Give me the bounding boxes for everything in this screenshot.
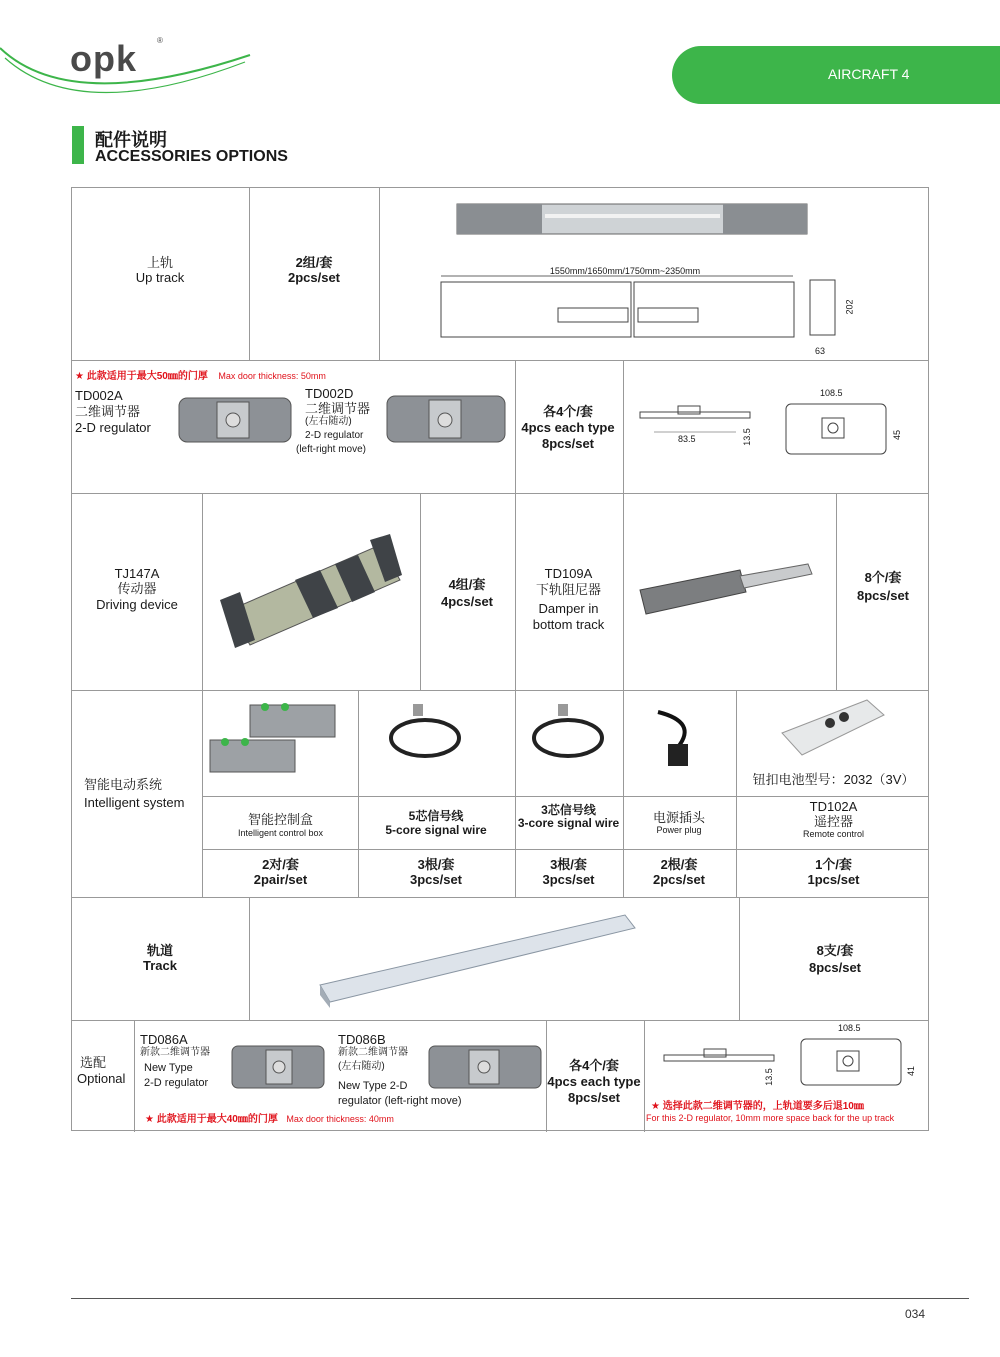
optional-warning-en: For this 2-D regulator, 10mm more space back for the up track: [646, 1113, 895, 1123]
regulator-a-en: 2-D regulator: [75, 420, 151, 435]
regulator-b-cn: 二维调节器: [305, 401, 371, 416]
five-core-wire-photo: [385, 700, 465, 770]
regulator-dim-3: 108.5: [820, 388, 843, 398]
up-track-dim-length: 1550mm/1650mm/1750mm~2350mm: [549, 266, 701, 276]
heading-en: ACCESSORIES OPTIONS: [95, 148, 288, 165]
control-box-en: Intelligent control box: [237, 828, 324, 838]
track-cn: 轨道: [146, 943, 173, 958]
intelligent-cn: 智能电动系统: [84, 777, 163, 792]
optional-b-photo: [425, 1040, 545, 1095]
regulator-a-photo: [177, 390, 297, 450]
driving-qty-en: 4pcs/set: [440, 594, 494, 609]
optional-qty-cn: 各4个/套: [569, 1058, 619, 1073]
optional-qty-en1: 4pcs each type: [547, 1074, 641, 1089]
regulator-qty-en1: 4pcs each type: [521, 420, 615, 435]
damper-en1: Damper in: [538, 601, 599, 616]
up-track-dim-width: 63: [815, 346, 826, 356]
optional-a-cn: 新款二维调节器: [140, 1047, 210, 1058]
power-plug-photo: [648, 702, 708, 772]
control-box-photo: [205, 695, 355, 785]
optional-a-code: TD086A: [140, 1032, 188, 1047]
up-track-qty-en: 2pcs/set: [287, 270, 341, 285]
regulator-b-en2: (left-right move): [296, 444, 367, 455]
optional-note-en: Max door thickness: 40mm: [286, 1114, 394, 1124]
regulator-note-cn: ★ 此款适用于最大50㎜的门厚: [75, 371, 208, 382]
control-box-cn: 智能控制盒: [247, 812, 313, 827]
regulator-dim-4: 45: [892, 429, 903, 441]
three-core-wire-photo: [528, 700, 608, 770]
regulator-qty-en2: 8pcs/set: [541, 436, 595, 451]
regulator-b-cn2: (左右随动): [305, 416, 352, 427]
optional-qty-en2: 8pcs/set: [567, 1090, 621, 1105]
optional-warning-cn: ★ 选择此款二维调节器的，上轨道要多后退10㎜: [651, 1101, 864, 1112]
damper-qty-en: 8pcs/set: [856, 588, 910, 603]
optional-dim-1: 108.5: [838, 1023, 861, 1033]
remote-qty-en: 1pcs/set: [807, 872, 860, 887]
remote-cn: 遥控器: [813, 814, 853, 829]
up-track-photo: [455, 200, 815, 240]
three-core-cn: 3芯信号线: [541, 803, 596, 817]
remote-code: TD102A: [809, 799, 858, 814]
control-box-qty-cn: 2对/套: [262, 857, 299, 872]
three-core-en: 3-core signal wire: [517, 816, 620, 830]
brand-logo-text: opk: [70, 38, 138, 79]
optional-dim-2: 13.5: [763, 1068, 774, 1086]
damper-en2: bottom track: [532, 617, 605, 632]
optional-en: Optional: [77, 1071, 126, 1086]
optional-b-en2: regulator (left-right move): [338, 1095, 462, 1107]
five-core-qty-cn: 3根/套: [417, 857, 455, 872]
optional-side-drawing: [660, 1045, 780, 1075]
intelligent-en: Intelligent system: [84, 795, 185, 810]
regulator-dim-1: 83.5: [678, 434, 696, 444]
regulator-side-drawing: [636, 402, 756, 442]
optional-note-cn: ★ 此款适用于最大40㎜的门厚: [145, 1114, 278, 1125]
remote-control-photo: [772, 695, 892, 760]
regulator-note-en: Max door thickness: 50mm: [218, 371, 326, 381]
optional-a-photo: [228, 1040, 328, 1095]
power-plug-cn: 电源插头: [652, 810, 705, 825]
optional-b-cn: 新款二维调节器: [338, 1047, 408, 1058]
section-tab: [672, 46, 1000, 104]
track-qty-cn: 8支/套: [816, 943, 854, 958]
regulator-top-drawing: [782, 398, 892, 460]
footer-divider: [71, 1298, 969, 1299]
damper-code: TD109A: [544, 566, 593, 581]
track-qty-en: 8pcs/set: [808, 960, 862, 975]
registered-mark: ®: [157, 36, 163, 45]
remote-en: Remote control: [802, 829, 865, 839]
heading-accent: [72, 126, 84, 164]
three-core-qty-cn: 3根/套: [550, 857, 587, 872]
regulator-b-photo: [385, 390, 510, 450]
regulator-note: [75, 366, 326, 384]
driving-device-photo: [210, 520, 410, 660]
optional-cn: 选配: [80, 1055, 107, 1070]
heading-cn: 配件说明: [95, 130, 167, 150]
page-number: 034: [905, 1307, 926, 1321]
regulator-a-code: TD002A: [75, 388, 123, 403]
regulator-dim-2: 13.5: [741, 428, 752, 446]
driving-cn: 传动器: [117, 581, 157, 596]
control-box-qty-en: 2pair/set: [253, 872, 308, 887]
power-plug-en: Power plug: [656, 825, 702, 835]
optional-note: [145, 1109, 394, 1127]
power-plug-qty-en: 2pcs/set: [652, 872, 706, 887]
remote-qty-cn: 1个/套: [815, 857, 852, 872]
damper-cn: 下轨阻尼器: [535, 582, 601, 597]
up-track-name-en: Up track: [135, 270, 185, 285]
optional-b-en1: New Type 2-D: [338, 1080, 408, 1092]
regulator-qty-cn: 各4个/套: [543, 404, 593, 419]
section-tab-label: AIRCRAFT 4: [828, 66, 910, 82]
up-track-drawing: [438, 272, 848, 347]
optional-b-cn2: (左右随动): [338, 1061, 385, 1072]
driving-qty-cn: 4组/套: [448, 577, 486, 592]
three-core-qty-en: 3pcs/set: [542, 872, 595, 887]
five-core-qty-en: 3pcs/set: [409, 872, 463, 887]
power-plug-qty-cn: 2根/套: [660, 857, 698, 872]
optional-a-en1: New Type: [144, 1062, 193, 1074]
optional-a-en2: 2-D regulator: [144, 1077, 209, 1089]
track-photo: [315, 910, 640, 1010]
five-core-cn: 5芯信号线: [408, 809, 464, 823]
up-track-qty-cn: 2组/套: [295, 255, 333, 270]
driving-en: Driving device: [96, 597, 178, 612]
track-en: Track: [143, 958, 177, 973]
driving-code: TJ147A: [114, 566, 160, 581]
damper-photo: [630, 560, 830, 620]
up-track-dim-height: 202: [844, 299, 855, 315]
optional-top-drawing: [797, 1033, 907, 1091]
damper-qty-cn: 8个/套: [864, 570, 902, 585]
regulator-b-en: 2-D regulator: [305, 430, 364, 441]
up-track-name-cn: 上轨: [146, 255, 173, 270]
optional-b-code: TD086B: [338, 1032, 386, 1047]
optional-dim-3: 41: [906, 1065, 917, 1077]
regulator-b-code: TD002D: [305, 386, 354, 401]
regulator-a-cn: 二维调节器: [75, 404, 141, 419]
five-core-en: 5-core signal wire: [385, 823, 487, 837]
battery-type: 钮扣电池型号：2032（3V）: [752, 772, 915, 787]
